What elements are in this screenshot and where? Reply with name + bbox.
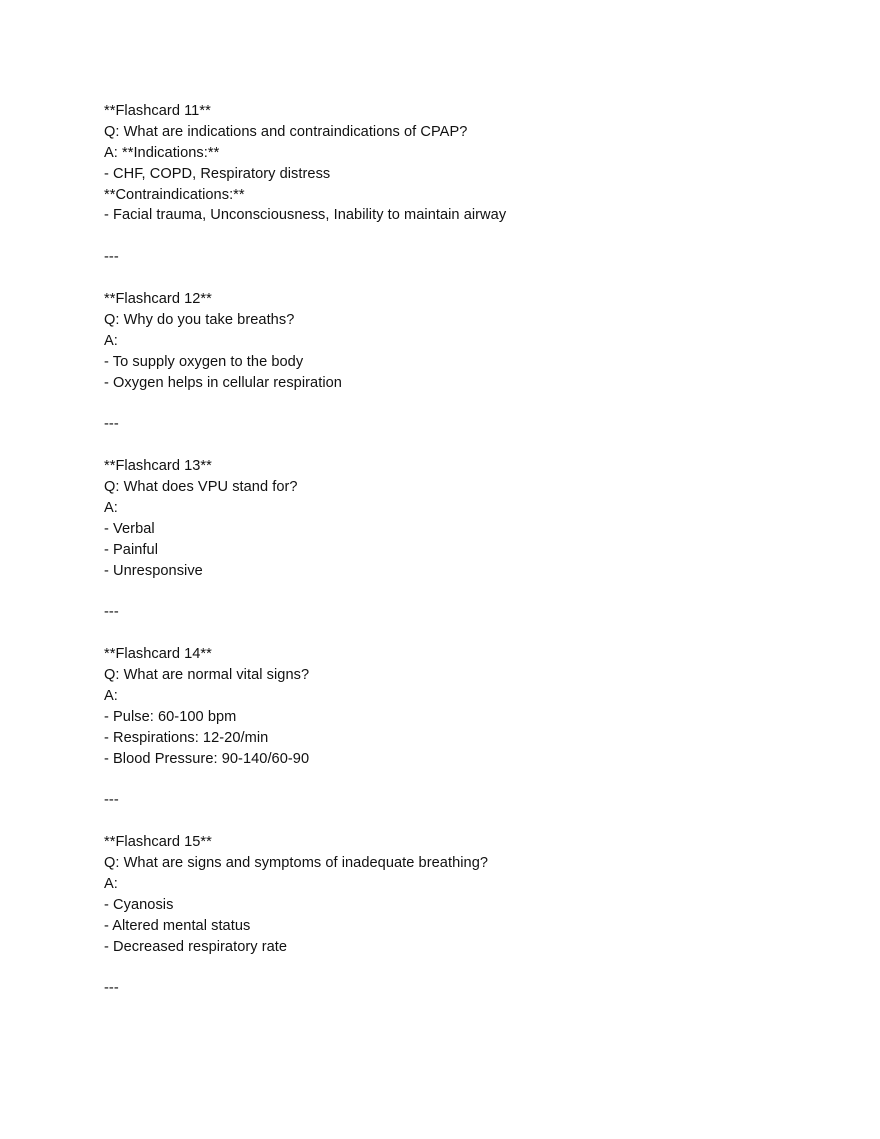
- flashcard-question: Q: Why do you take breaths?: [104, 311, 295, 328]
- blank-line: [104, 268, 804, 289]
- flashcard-11: [104, 101, 804, 289]
- flashcard-15: [104, 832, 804, 999]
- flashcard-answer-label: A:: [104, 875, 118, 892]
- flashcard-question: Q: What does VPU stand for?: [104, 479, 298, 496]
- blank-line: [104, 393, 804, 414]
- flashcard-answer-line: - Facial trauma, Unconsciousness, Inability to maintain airway: [104, 207, 507, 224]
- flashcard-answer-label: A:: [104, 332, 118, 349]
- flashcard-answer-label: A:: [104, 499, 118, 516]
- blank-line: [104, 581, 804, 602]
- flashcard-heading: **Flashcard 14**: [104, 646, 212, 663]
- flashcard-answer-line: - Oxygen helps in cellular respiration: [104, 374, 342, 391]
- flashcard-question: Q: What are indications and contraindications of CPAP?: [104, 123, 468, 140]
- flashcard-13: [104, 456, 804, 644]
- flashcard-heading: **Flashcard 13**: [104, 458, 212, 475]
- blank-line: [104, 435, 804, 456]
- separator: ---: [104, 249, 119, 266]
- blank-line: [104, 811, 804, 832]
- flashcard-answer-line: - Altered mental status: [104, 917, 251, 934]
- flashcard-answer-label: A:: [104, 687, 118, 704]
- blank-line: [104, 226, 804, 247]
- flashcard-answer-line: - Pulse: 60-100 bpm: [104, 708, 237, 725]
- flashcard-answer-line: - To supply oxygen to the body: [104, 353, 304, 370]
- flashcard-12: [104, 289, 804, 456]
- flashcard-answer-line: **Contraindications:**: [104, 186, 245, 203]
- blank-line: [104, 770, 804, 791]
- separator: ---: [104, 416, 119, 433]
- flashcard-heading: **Flashcard 15**: [104, 834, 212, 851]
- blank-line: [104, 623, 804, 644]
- flashcard-question: Q: What are signs and symptoms of inadequate breathing?: [104, 855, 489, 872]
- separator: ---: [104, 980, 119, 997]
- separator: ---: [104, 792, 119, 809]
- flashcard-answer-line: - Cyanosis: [104, 896, 174, 913]
- flashcard-answer-line: - Painful: [104, 541, 158, 558]
- flashcard-heading: **Flashcard 11**: [104, 103, 211, 119]
- flashcard-heading: **Flashcard 12**: [104, 291, 212, 308]
- flashcard-answer-line: - Unresponsive: [104, 562, 203, 579]
- flashcard-answer-label: A: **Indications:**: [104, 144, 220, 161]
- flashcard-answer-line: - Verbal: [104, 520, 155, 537]
- flashcard-14: [104, 644, 804, 832]
- flashcard-answer-line: - Blood Pressure: 90-140/60-90: [104, 750, 310, 767]
- flashcard-answer-line: - Decreased respiratory rate: [104, 938, 288, 955]
- blank-line: [104, 958, 804, 979]
- flashcard-answer-line: - CHF, COPD, Respiratory distress: [104, 165, 331, 182]
- document-page: [104, 101, 804, 999]
- flashcard-question: Q: What are normal vital signs?: [104, 667, 310, 684]
- separator: ---: [104, 604, 119, 621]
- flashcard-answer-line: - Respirations: 12-20/min: [104, 729, 269, 746]
